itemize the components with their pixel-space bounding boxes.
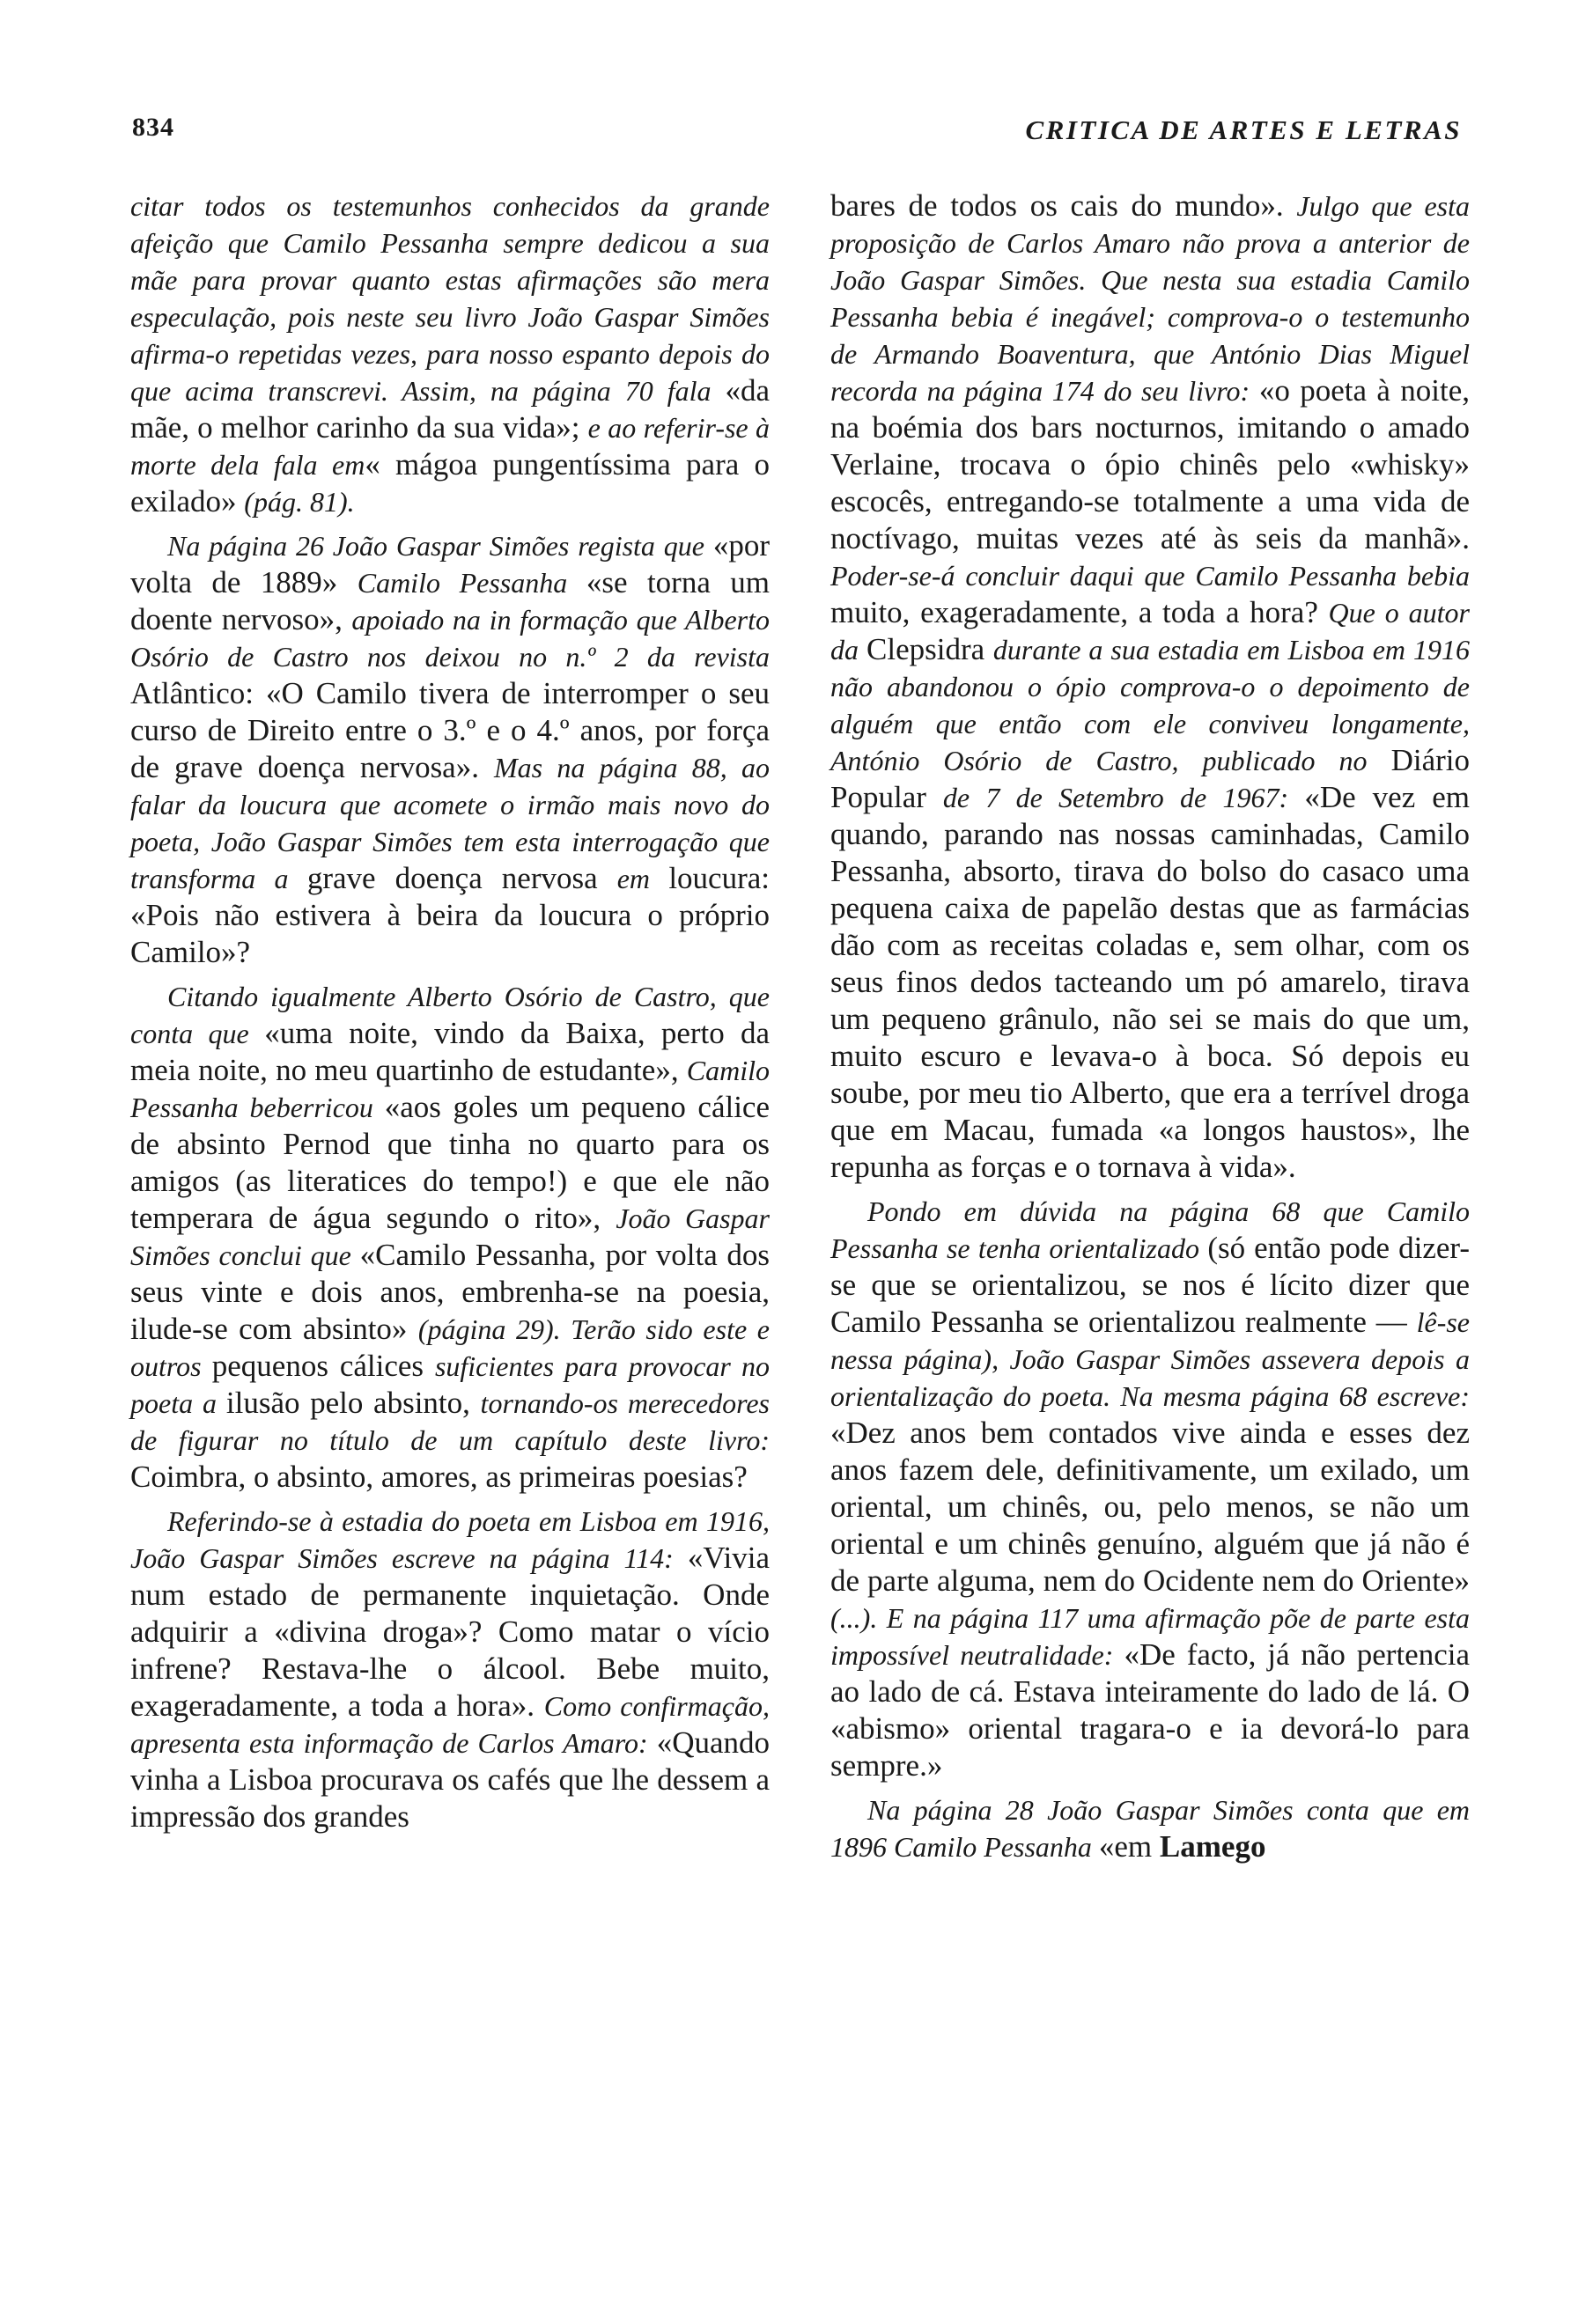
bold-text: Lamego (1159, 1829, 1266, 1864)
italic-text: em (616, 863, 669, 894)
body-text: «Vivia num estado de permanente inquietação. Onde adquirir a «divina droga»? Como matar o vício infrene? Restava-lhe o álcool. Bebe muito, exageradamente, a toda a hora». (130, 1541, 770, 1723)
italic-text: Camilo Pessanha beberricou (130, 1055, 770, 1123)
body-text: bares de todos os cais do mundo». (830, 188, 1297, 223)
body-text: «De vez em quando, parando nas nossas caminhadas, Camilo Pessanha, absorto, tirava do bolso do casaco uma pequena caixa de papelão destas que as farmácias dão com as receitas coladas e, sem olhar, com os seus finos dedos tacteando um pó amarelo, tirava um pequeno grânulo, não sei se mais do que um, muito escuro e levava-o à boca. Só depois eu soube, por meu tio Alberto, que era a terrível droga que em Macau, fumada «a longos haustos», lhe repunha as forças e o tornava à vida». (830, 780, 1471, 1184)
italic-text: apoiado na in formação que Alberto Osório de Castro nos deixou no n.º 2 da revista (130, 604, 770, 673)
body-text: «em (1098, 1829, 1160, 1864)
paragraph (830, 1791, 1470, 1865)
paragraph (830, 188, 1470, 1186)
italic-text: e ao referir-se à morte dela fala em (130, 412, 771, 481)
body-text: pequenos cálices (211, 1349, 435, 1383)
italic-text: Na página 28 João Gaspar Simões conta que em 1896 Camilo Pessanha (830, 1794, 1470, 1863)
italic-text: lê-se nessa página), João Gaspar Simões assevera depois a orientalização do poeta. Na mesma página 68 escreve: (830, 1306, 1470, 1412)
body-text: «De facto, já não pertencia ao lado de cá. Estava inteiramente do lado de lá. O «abismo» oriental tragara-o e ia devorá-lo para sempre.» (830, 1637, 1471, 1783)
italic-text: (pág. 81). (244, 486, 355, 518)
paragraph (130, 978, 770, 1496)
paragraph (830, 1193, 1470, 1784)
body-text: grave doença nervosa (306, 861, 617, 895)
body-text: loucura: «Pois não estivera à beira da loucura o próprio Camilo»? (130, 861, 771, 969)
body-text: «Dez anos bem contados vive ainda e esses dez anos fazem dele, definitivamente, um exilado, um oriental, um chinês, ou, pelo menos, se não um oriental e um chinês genuíno, alguém que já não é de parte alguma, nem do Ocidente nem do Oriente» (830, 1416, 1470, 1598)
italic-text: Pondo em dúvida na página 68 que Camilo Pessanha se tenha orientalizado (830, 1195, 1470, 1264)
italic-text: Que o autor da (830, 597, 1471, 666)
italic-text: tornando-os merecedores de figurar no título de um capítulo deste livro: (130, 1387, 771, 1456)
italic-text: Poder-se-á concluir daqui que Camilo Pessanha bebia (830, 560, 1470, 592)
italic-text: Camilo Pessanha (357, 567, 586, 599)
body-text: «Camilo Pessanha, por volta dos seus vinte e dois anos, embrenha-se na poesia, ilude-se com absinto» (130, 1238, 771, 1346)
body-text: « mágoa pungentíssima para o exilado» (130, 447, 770, 518)
body-text: «uma noite, vindo da Baixa, perto da meia noite, no meu quartinho de estudante», (130, 1016, 770, 1087)
italic-text: (página 29). Terão sido este e outros (130, 1313, 771, 1382)
body-text: (só então pode dizer-se que se orientalizou, se nos é lícito dizer que Camilo Pessanha se orientalizou realmente — (830, 1231, 1470, 1339)
body-text: «da mãe, o melhor carinho da sua vida»; (130, 373, 770, 445)
body-text: Atlântico: «O Camilo tivera de interromper o seu curso de Direito entre o 3.º e o 4.º anos, por força de grave doença nervosa». (130, 676, 770, 784)
body-text: muito, exageradamente, a toda a hora? (830, 595, 1329, 629)
right-column (830, 188, 1470, 1872)
italic-text: Como confirmação, apresenta esta informação de Carlos Amaro: (130, 1690, 770, 1759)
body-text: «o poeta à noite, na boémia dos bars nocturnos, imitando o amado Verlaine, trocava o ópio chinês pelo «whisky» escocês, entregando-se totalmente a uma vida de noctívago, muitas vezes até às seis da manhã». (830, 373, 1471, 555)
body-text: «aos goles um pequeno cálice de absinto Pernod que tinha no quarto para os amigos (as literatices do tempo!) e que ele não temperara de água segundo o rito», (130, 1090, 770, 1235)
running-title: CRITICA DE ARTES E LETRAS (1025, 114, 1462, 145)
body-text: «por volta de 1889» (130, 528, 770, 599)
italic-text: João Gaspar Simões conclui que (130, 1202, 770, 1271)
body-text: Diário Popular (830, 743, 1470, 814)
italic-text: suficientes para provocar no poeta a (130, 1350, 771, 1419)
italic-text: (...). E na página 117 uma afirmação põe de parte esta impossível neutralidade: (830, 1602, 1470, 1671)
left-column (130, 188, 770, 1842)
italic-text: citar todos os testemunhos conhecidos da grande afeição que Camilo Pessanha sempre dedicou a sua mãe para provar quanto estas afirmações são mera especulação, pois neste seu livro João Gaspar Simões afirma-o repetidas vezes, para nosso espanto depois do que acima transcrevi. Assim, na página 70 fala (130, 190, 770, 407)
body-text: Clepsidra (866, 632, 993, 666)
italic-text: Referindo-se à estadia do poeta em Lisboa em 1916, João Gaspar Simões escreve na página 114: (130, 1505, 770, 1574)
paragraph (130, 527, 770, 971)
body-text: «Quando vinha a Lisboa procurava os cafés que lhe dessem a impressão dos grandes (130, 1725, 770, 1834)
body-text: Coimbra, o absinto, amores, as primeiras poesias? (130, 1460, 748, 1494)
italic-text: de 7 de Setembro de 1967: (942, 782, 1305, 813)
italic-text: Julgo que esta proposição de Carlos Amaro não prova a anterior de João Gaspar Simões. Que nesta sua estadia Camilo Pessanha bebia é inegável; comprova-o o testemunho de Armando Boaventura, que António Dias Miguel recorda na página 174 do seu livro: (830, 190, 1471, 407)
body-text: ilusão pelo absinto, (225, 1386, 481, 1420)
italic-text: Mas na página 88, ao falar da loucura que acomete o irmão mais novo do poeta, João Gaspar Simões tem esta interrogação que transforma a (130, 752, 770, 894)
paragraph (130, 1503, 770, 1835)
body-text: «se torna um doente nervoso», (130, 565, 770, 636)
italic-text: Na página 26 João Gaspar Simões regista que (167, 530, 713, 562)
italic-text: Citando igualmente Alberto Osório de Castro, que conta que (130, 981, 770, 1049)
italic-text: durante a sua estadia em Lisboa em 1916 não abandonou o ópio comprova-o o depoimento de alguém que então com ele conviveu longamente, António Osório de Castro, publicado no (830, 634, 1471, 776)
paragraph (130, 188, 770, 520)
page-number: 834 (132, 113, 174, 142)
